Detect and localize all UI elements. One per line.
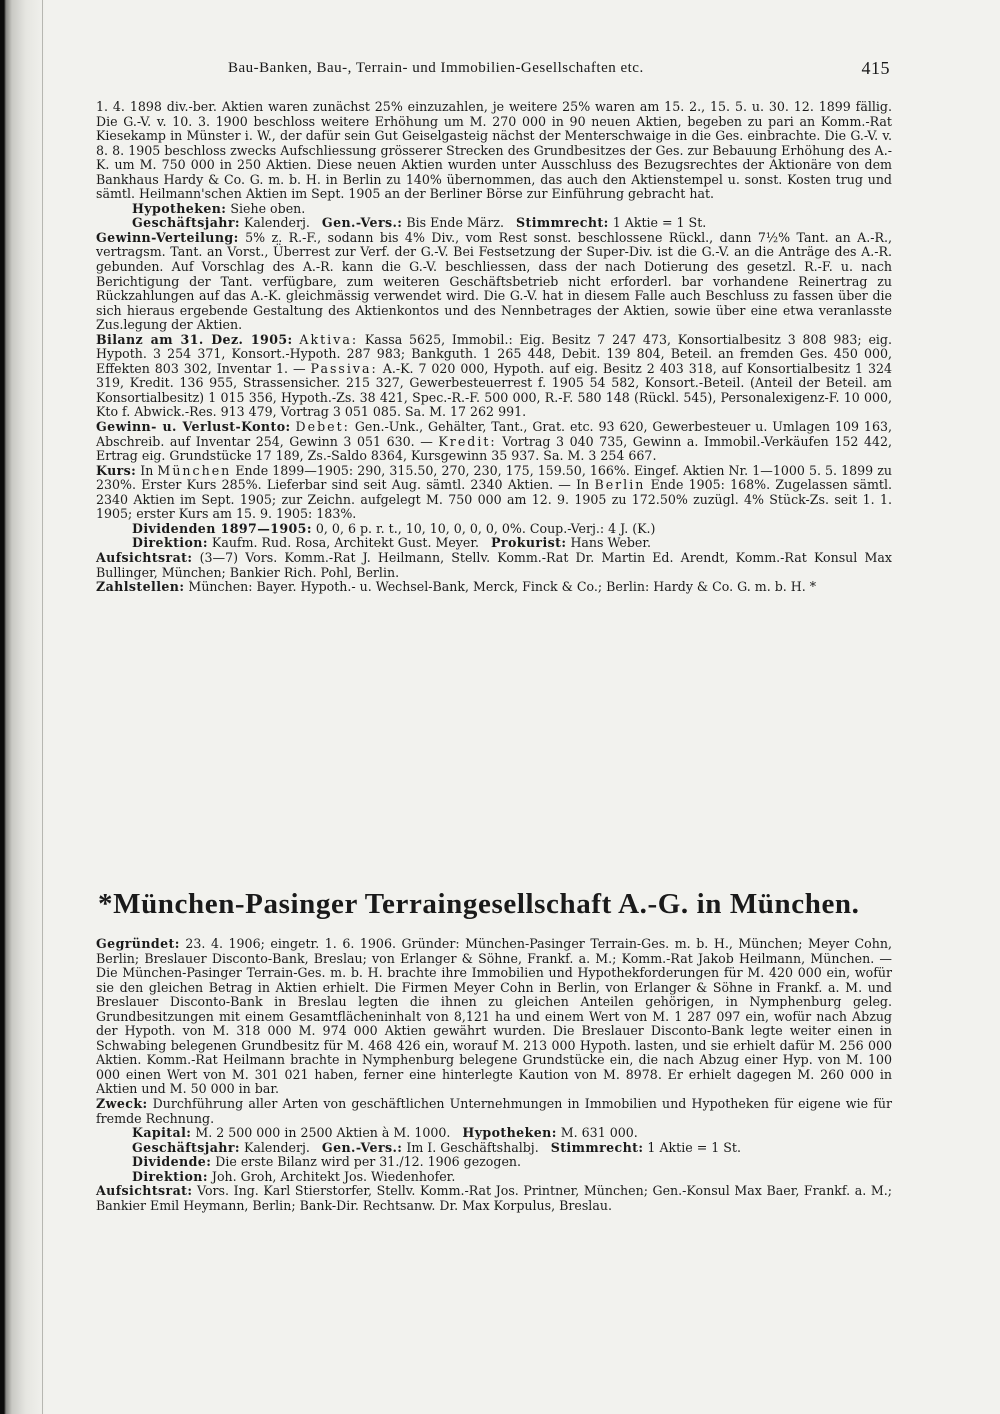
kapital-line	[96, 1126, 892, 1141]
dividenden-line	[96, 522, 892, 537]
book-gutter-shadow	[0, 0, 62, 1414]
hypotheken-value-2: M. 631 000.	[560, 1125, 638, 1141]
debet-label: Debet:	[295, 419, 350, 435]
capital-history-paragraph: 1. 4. 1898 div.-ber. Aktien waren zunächst 25% einzuzahlen, je weitere 25% waren am 15. 2., 15. 5. u. 30. 12. 1899 fällig. Die G.-V. v. 10. 3. 1900 beschloss weitere Erhöhung um M. 270 000 in 90 neuen Aktien, begeben zu pari an Komm.-Rat Kiesekamp in Münster i. W., der dafür sein Gut Geiselgasteig nächst der Menterschwaige in die Ges. einbrachte. Die G.-V. v. 8. 8. 1905 beschloss zwecks Aufschliessung grösserer Strecken des Grundbesitzes der Ges. zur Bebauung Erhöhung des A.-K. um M. 750 000 in 250 Aktien. Diese neuen Aktien wurden unter Ausschluss des Bezugsrechtes der Aktionäre von dem Bankhaus Hardy & Co. G. m. b. H. in Berlin zu 140% übernommen, das auch den Aktienstempel u. sonst. Kosten trug und sämtl. Heilmann'schen Aktien im Sept. 1905 an der Berliner Börse zur Einführung gebracht hat.	[96, 99, 892, 202]
running-title: Bau-Banken, Bau-, Terrain- und Immobilien-Gesellschaften etc.	[228, 60, 644, 76]
direktion-label: Direktion:	[132, 535, 208, 551]
kurs-label: Kurs:	[96, 462, 137, 478]
gewinnverteilung-paragraph	[96, 231, 892, 333]
genvers-label-2: Gen.-Vers.:	[321, 1139, 403, 1155]
page-number: 415	[861, 58, 890, 78]
hypotheken-value: Siehe oben.	[230, 200, 306, 216]
aufsichtsrat-text-2: Vors. Ing. Karl Stierstorfer, Stellv. Komm.-Rat Jos. Printner, München; Gen.-Konsul Max Baer, Frankf. a. M.; Bankier Emil Heymann, Berlin; Bank-Dir. Rechtsanw. Dr. Max Korpulus, Breslau.	[96, 1183, 892, 1213]
company-title: *München-Pasinger Terraingesellschaft A.-G. in München.	[98, 888, 860, 920]
dividende-label: Dividende:	[132, 1154, 212, 1170]
debet-text: Gen.-Unk., Gehälter, Tant., Grat. etc. 93 620, Gewerbesteuer u. Umlagen 109 163, Abschreib. auf Inventar 254, Gewinn 3 051 630. —	[96, 419, 892, 449]
aktiva-label: Aktiva:	[299, 331, 359, 347]
stimmrecht-label-2: Stimmrecht:	[550, 1139, 644, 1155]
aufsichtsrat-label-2: Aufsichtsrat:	[96, 1183, 193, 1199]
direktion-line-2	[96, 1170, 892, 1185]
direktion-line	[96, 536, 892, 551]
kredit-label: Kredit:	[438, 433, 497, 449]
zweck-paragraph	[96, 1097, 892, 1126]
kurs-text-2: Ende 1899—1905: 290, 315.50, 270, 230, 175, 159.50, 166%. Eingef. Aktien Nr. 1—1000 5. 5. 1899 zu 230%. Erster Kurs 285%. Lieferbar sind seit Aug. sämtl. 2340 Aktien. — In	[96, 462, 892, 493]
kurs-paragraph	[96, 464, 892, 522]
kapital-label: Kapital:	[132, 1125, 192, 1141]
aktiva-text: Kassa 5625, Immobil.: Eig. Besitz 7 247 473, Konsortialbesitz 3 808 983; eig. Hypoth. 3 254 371, Konsort.-Hypoth. 287 983; Bankguth. 1 265 448, Debit. 139 804, Beteil. an fremden Ges. 450 000, Effekten 803 302, Inventar 1. —	[96, 331, 892, 376]
dividende-line	[96, 1155, 892, 1170]
gegruendet-label: Gegründet:	[96, 936, 180, 951]
stimmrecht-value: 1 Aktie = 1 St.	[612, 215, 707, 231]
geschaeftsjahr-label: Geschäftsjahr:	[132, 215, 240, 231]
direktion-label-2: Direktion:	[132, 1168, 208, 1184]
dividenden-label: Dividenden 1897—1905:	[132, 520, 312, 536]
guv-paragraph	[96, 420, 892, 464]
geschaeftsjahr-value: Kalenderj.	[243, 215, 310, 231]
kapital-text: M. 2 500 000 in 2500 Aktien à M. 1000.	[195, 1125, 451, 1141]
aufsichtsrat-paragraph	[96, 551, 892, 580]
aufsichtsrat-paragraph-2	[96, 1184, 892, 1213]
zahlstellen-text: München: Bayer. Hypoth.- u. Wechsel-Bank, Merck, Finck & Co.; Berlin: Hardy & Co. G. m. b. H. *	[188, 579, 817, 595]
direktion-text-2: Joh. Groh, Architekt Jos. Wiedenhofer.	[211, 1168, 456, 1184]
kurs-text-1: In	[140, 462, 154, 478]
stimmrecht-label: Stimmrecht:	[516, 215, 609, 231]
gewinnverteilung-label: Gewinn-Verteilung:	[96, 229, 239, 245]
gutter-rule	[42, 0, 43, 1414]
genvers-value-2: Im I. Geschäftshalbj.	[406, 1139, 539, 1155]
genvers-label: Gen.-Vers.:	[321, 215, 403, 231]
zahlstellen-paragraph	[96, 580, 892, 595]
page-header	[100, 60, 890, 86]
gegruendet-text: 23. 4. 1906; eingetr. 1. 6. 1906. Gründer: München-Pasinger Terrain-Ges. m. b. H., München; Meyer Cohn, Berlin; Breslauer Disconto-Bank, Breslau; von Erlanger & Söhne, Frankf. a. M.; Komm.-Rat Jakob Heilmann, München. — Die München-Pasinger Terrain-Ges. m. b. H. brachte ihre Immobilien und Hypothekforderungen für M. 420 000 ein, wofür sie den gleichen Betrag in Aktien erhielt. Die Firmen Meyer Cohn in Berlin, von Erlanger & Söhne in Frankf. a. M. und Breslauer Disconto-Bank in Breslau legten die ihnen zu gleichen Anteilen gehörigen, in Nymphenburg geleg. Grundbesitzungen mit einem Gesamtflächeninhalt von 8,121 ha und einem Wert von M. 1 287 097 ein, wofür nach Abzug der Hypoth. von M. 318 000 M. 974 000 Aktien gewährt wurden. Die Breslauer Disconto-Bank legte weiter einen in Schwabing belegenen Grundbesitz für M. 468 426 ein, worauf M. 213 000 Hypoth. lasten, und sie erhielt dafür M. 256 000 Aktien. Komm.-Rat Heilmann brachte in Nymphenburg belegene Grundstücke ein, die nach Abzug einer Hyp. von M. 100 000 einen Wert von M. 301 021 haben, ferner eine hinterlegte Kaution von M. 8978. Er erhielt dagegen M. 260 000 in Aktien und M. 50 000 in bar.	[96, 936, 892, 1097]
previous-company-entry	[96, 100, 892, 595]
kurs-berlin: Berlin	[594, 477, 646, 493]
geschaeftsjahr-label-2: Geschäftsjahr:	[132, 1139, 240, 1155]
genvers-value: Bis Ende März.	[406, 215, 504, 231]
prokurist-text: Hans Weber.	[570, 535, 652, 551]
kurs-text-3: Ende 1905: 168%. Zugelassen sämtl. 2340 Aktien im Sept. 1905; zur Zeichn. aufgelegt M. 750 000 am 12. 9. 1905 zu 172.50% zuzügl. 4% Stück-Zs. seit 1. 1. 1905; erster Kurs am 15. 9. 1905: 183%.	[96, 477, 892, 522]
hypotheken-line	[96, 202, 892, 217]
hypotheken-label-2: Hypotheken:	[462, 1125, 557, 1141]
geschaeftsjahr-line-2	[96, 1141, 892, 1156]
zahlstellen-label: Zahlstellen:	[96, 579, 185, 595]
geschaeftsjahr-line	[96, 216, 892, 231]
stimmrecht-value-2: 1 Aktie = 1 St.	[647, 1139, 741, 1155]
prokurist-label: Prokurist:	[491, 535, 567, 551]
kurs-muenchen: München	[157, 462, 232, 478]
hypotheken-label: Hypotheken:	[132, 200, 227, 216]
geschaeftsjahr-value-2: Kalenderj.	[243, 1139, 310, 1155]
passiva-label: Passiva:	[310, 360, 378, 376]
gegruendet-paragraph	[96, 937, 892, 1097]
passiva-text: A.-K. 7 020 000, Hypoth. auf eig. Besitz 2 403 318, auf Konsortialbesitz 1 324 319, Kredit. 136 955, Strassensicher. 215 327, Gewerbesteuerrest f. 1905 54 582, Konsort.-Beteil. (Anteil der Beteil. am Konsortialbesitz) 1 015 356, Hypoth.-Zs. 38 421, Spec.-R.-F. 500 000, R.-F. 580 148 (Rückl. 545), Personalexigenz-F. 10 000, Kto f. Abwick.-Res. 913 479, Vortrag 3 051 085. Sa. M. 17 262 991.	[96, 360, 892, 420]
zweck-text: Durchführung aller Arten von geschäftlichen Unternehmungen in Immobilien und Hypotheken für eigene wie für fremde Rechnung.	[96, 1096, 892, 1126]
dividenden-text: 0, 0, 6 p. r. t., 10, 10, 0, 0, 0, 0%. Coup.-Verj.: 4 J. (K.)	[315, 520, 656, 536]
gewinnverteilung-text: 5% z. R.-F., sodann bis 4% Div., vom Rest sonst. beschlossene Rückl., dann 7½% Tant. an A.-R., vertragsm. Tant. an Vorst., Überrest zur Verf. der G.-V. Bei Festsetzung der Super-Div. ist die G.-V. an die Anträge des A.-R. gebunden. Auf Vorschlag des A.-R. kann die G.-V. beschliessen, dass der nach Dotierung des gesetzl. R.-F. u. nach Berichtigung der Tant. verfügbare, zum weiteren Geschäftsbetrieb nicht erforderl. bar vorhandene Reinertrag zu Rückzahlungen auf das A.-K. gleichmässig verwendet wird. Die G.-V. hat in diesem Falle auch Beschluss zu fassen über die sich hieraus ergebende Gestaltung des Aktienkontos und des Nennbetrages der Aktien, sowie über eine etwa veranlasste Zus.legung der Aktien.	[96, 229, 893, 333]
direktion-text: Kaufm. Rud. Rosa, Architekt Gust. Meyer.	[211, 535, 480, 551]
aufsichtsrat-text: (3—7) Vors. Komm.-Rat J. Heilmann, Stellv. Komm.-Rat Dr. Martin Ed. Arendt, Komm.-Rat Konsul Max Bullinger, München; Bankier Rich. Pohl, Berlin.	[96, 549, 892, 580]
company-entry	[96, 937, 892, 1213]
kredit-text: Vortrag 3 040 735, Gewinn a. Immobil.-Verkäufen 152 442, Ertrag eig. Grundstücke 17 189, Zs.-Saldo 8364, Kursgewinn 35 937. Sa. M. 3 254 667.	[96, 433, 892, 464]
aufsichtsrat-label: Aufsichtsrat:	[96, 549, 193, 565]
guv-label: Gewinn- u. Verlust-Konto:	[96, 419, 291, 435]
bilanz-label: Bilanz am 31. Dez. 1905:	[96, 331, 293, 347]
zweck-label: Zweck:	[96, 1096, 148, 1112]
dividende-text: Die erste Bilanz wird per 31./12. 1906 gezogen.	[215, 1154, 522, 1170]
bilanz-paragraph	[96, 333, 892, 420]
